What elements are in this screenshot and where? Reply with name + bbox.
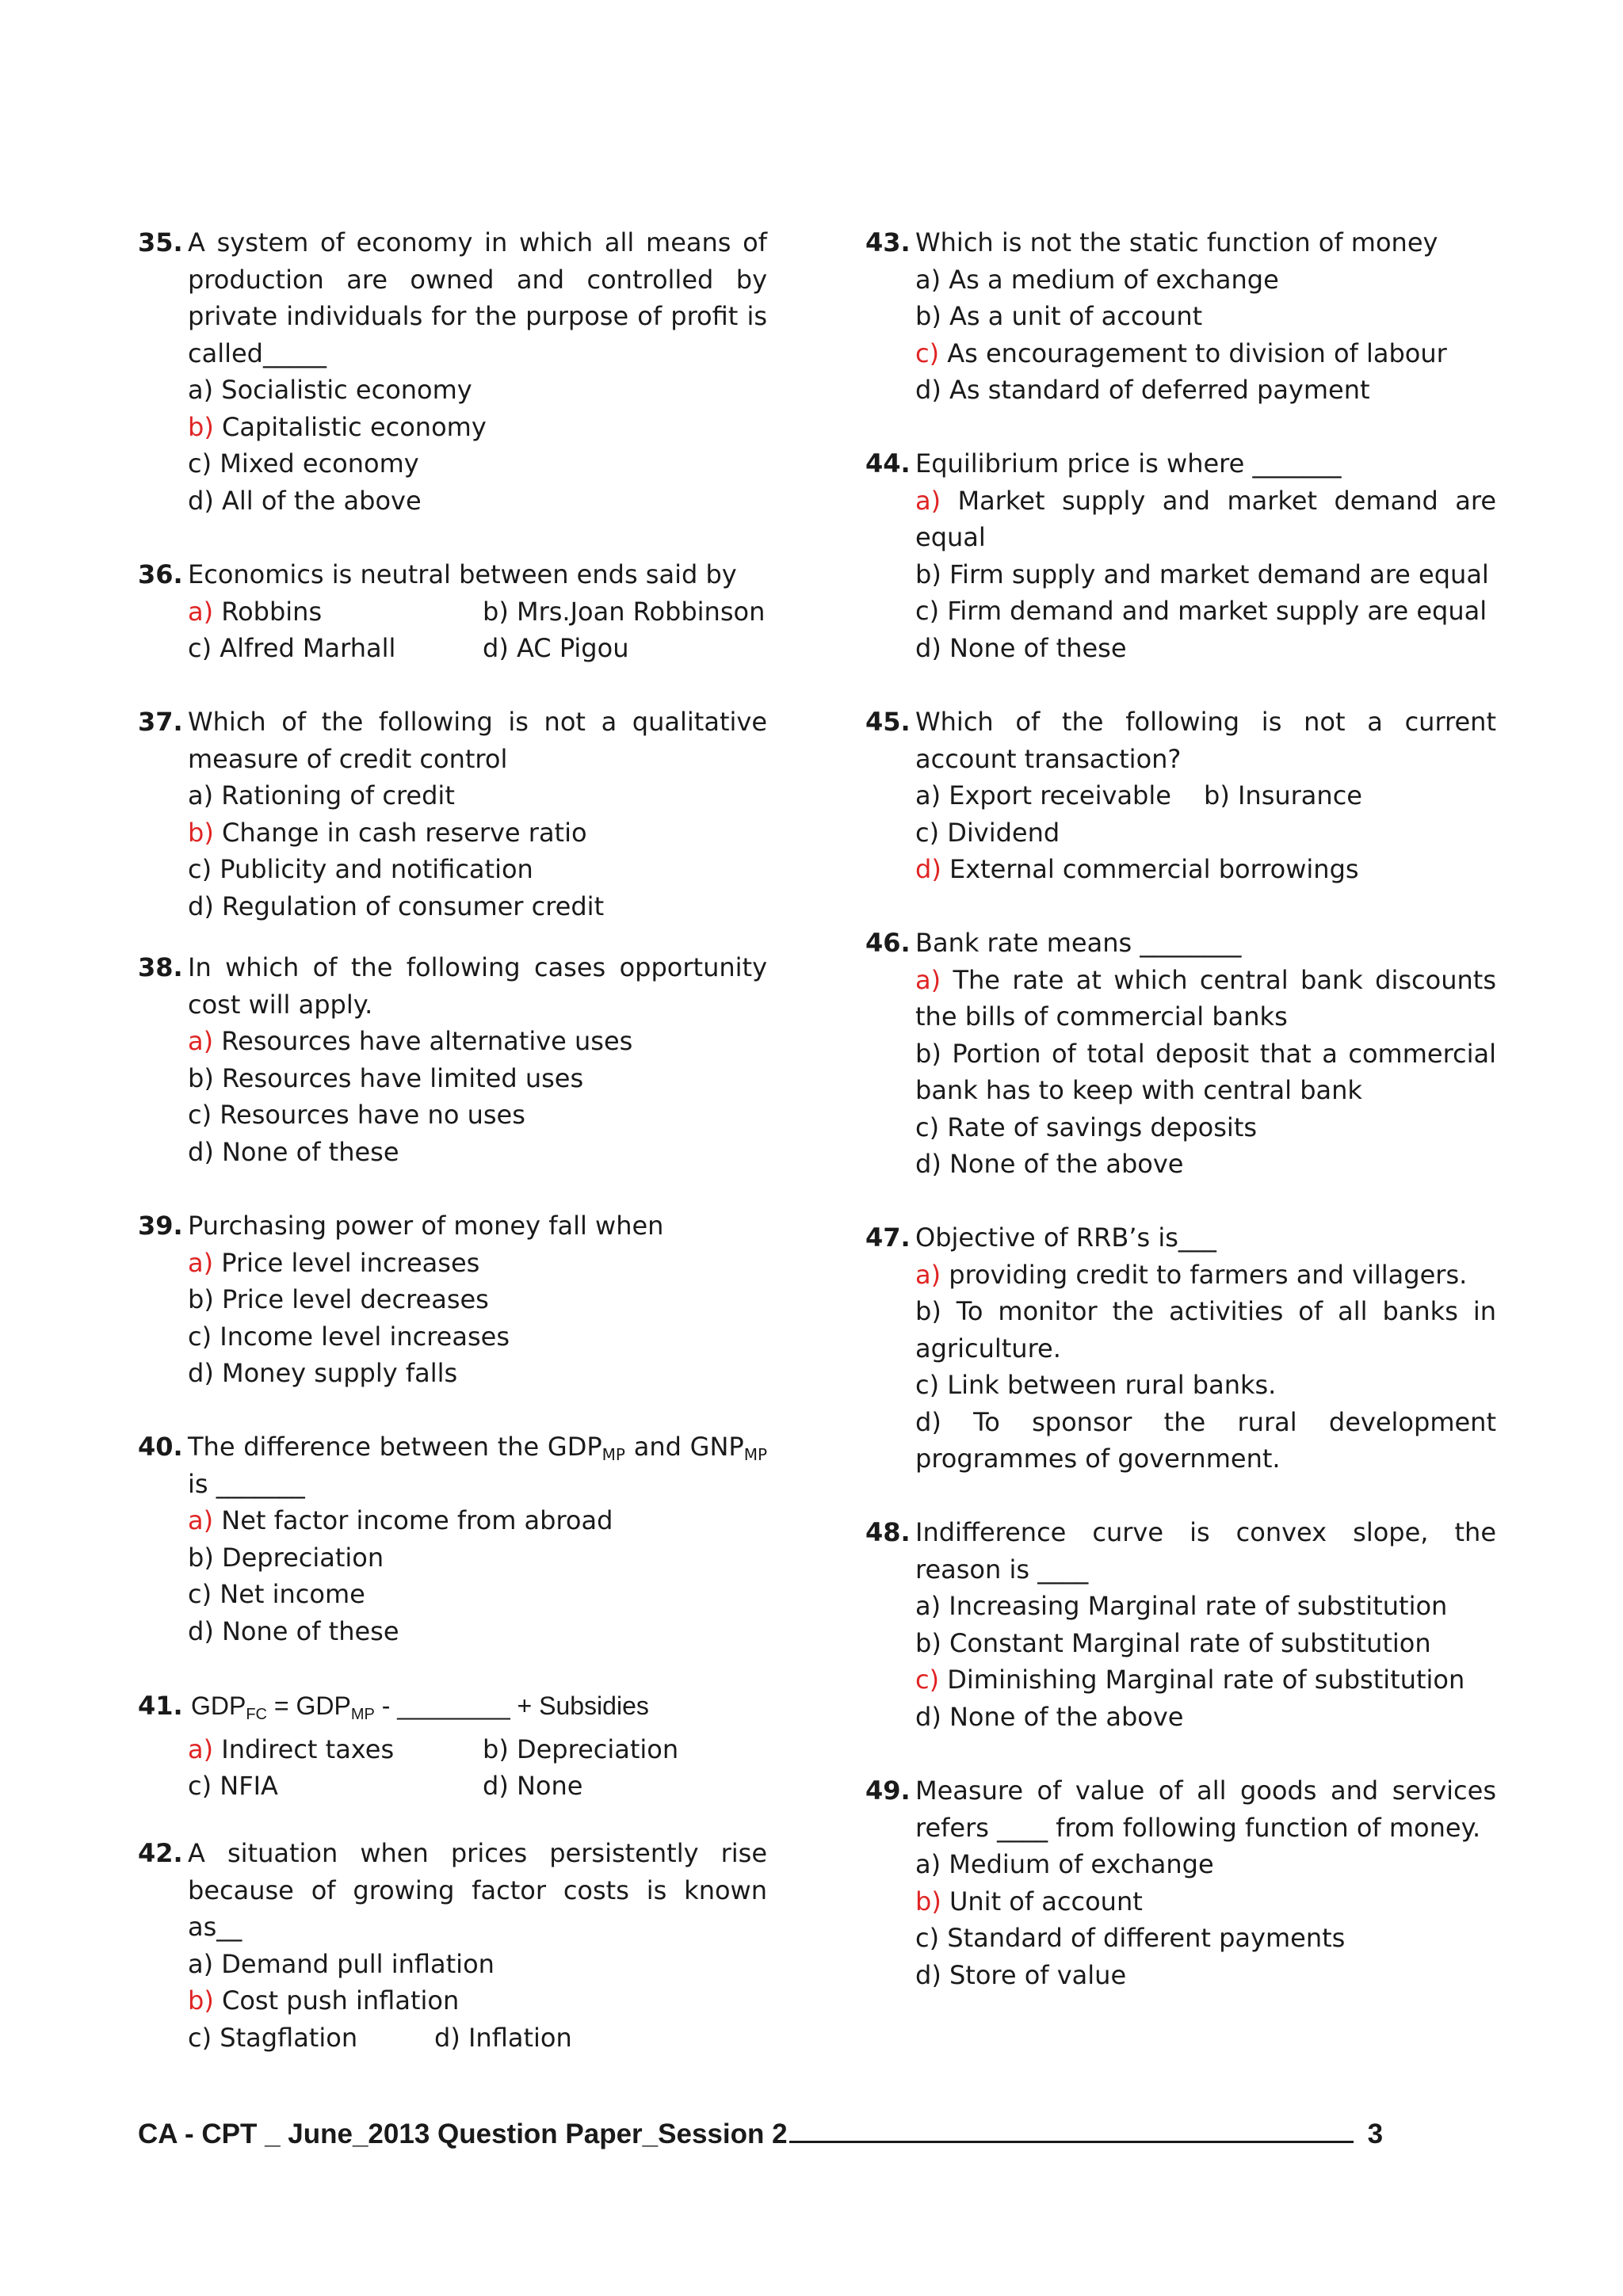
option-d (915, 1699, 1496, 1736)
option-text: Depreciation (213, 1542, 384, 1573)
option-letter: a) (915, 780, 941, 810)
option-a (188, 372, 767, 409)
option-text: Alfred Marhall (212, 633, 396, 663)
option-letter: a) (915, 264, 941, 295)
option-letter: d) (483, 633, 509, 663)
option-text: Net factor income from abroad (213, 1505, 613, 1535)
option-a (188, 1023, 767, 1060)
option-letter: d) (188, 485, 214, 516)
footer-title: CA - CPT _ June_2013 Question Paper_Session 2 (138, 2119, 788, 2149)
option-text: Rate of savings deposits (939, 1112, 1258, 1142)
option-text: Resources have limited uses (213, 1062, 584, 1093)
option-b (188, 1060, 767, 1097)
option-letter: d) (915, 1406, 941, 1437)
option-b (1204, 777, 1362, 814)
option-text: None (508, 1771, 583, 1801)
question-text: A situation when prices persistently rise because of growing factor costs is known as__ (188, 1838, 767, 1942)
text-part: is _______ (188, 1468, 305, 1499)
option-letter: b) (188, 1284, 214, 1314)
option-c (188, 851, 767, 888)
option-text: Store of value (941, 1959, 1127, 1990)
option-text: Robbins (213, 596, 323, 627)
option-letter: d) (434, 2022, 460, 2053)
question-text: Purchasing power of money fall when (188, 1211, 664, 1241)
option-text: Indirect taxes (213, 1733, 395, 1764)
footer-rule (789, 2141, 1354, 2143)
question-35 (138, 224, 767, 519)
correct-option-letter: a) (915, 485, 941, 516)
option-text: Net income (212, 1579, 365, 1609)
option-c (915, 1661, 1496, 1699)
option-letter: c) (188, 633, 212, 663)
question-39 (138, 1207, 767, 1392)
question-number: 49. (865, 1775, 911, 1806)
option-b (188, 1281, 767, 1318)
question-number: 44. (865, 448, 911, 479)
option-b (915, 298, 1496, 335)
option-c (188, 2019, 434, 2057)
option-c (188, 1576, 767, 1613)
question-text: Bank rate means ________ (915, 928, 1242, 958)
option-letter: c) (915, 596, 940, 626)
option-text: Publicity and notification (212, 854, 533, 884)
page-number: 3 (1367, 2119, 1384, 2149)
option-letter: c) (915, 1112, 940, 1142)
question-number: 45. (865, 707, 911, 737)
option-letter: a) (188, 375, 214, 405)
question-40 (138, 1428, 767, 1650)
option-text: Regulation of consumer credit (213, 891, 605, 921)
text-part: and GNP (625, 1432, 744, 1462)
question-text: In which of the following cases opportunity cost will apply. (188, 952, 767, 1020)
option-b (915, 1293, 1496, 1367)
option-letter: c) (188, 1579, 212, 1609)
question-number: 37. (138, 707, 183, 737)
option-letter: c) (915, 1923, 940, 1953)
subscript: MP (350, 1706, 375, 1723)
option-letter: d) (915, 375, 941, 405)
option-text: Income level increases (212, 1321, 510, 1352)
option-letter: b) (188, 1062, 214, 1093)
option-text: All of the above (213, 485, 422, 516)
option-text: Standard of different payments (939, 1923, 1346, 1953)
option-text: Socialistic economy (213, 375, 472, 405)
question-44 (865, 445, 1496, 666)
question-number: 36. (138, 559, 183, 589)
option-letter: a) (915, 1591, 941, 1621)
option-letter: b) (915, 301, 941, 331)
correct-option-letter: a) (915, 964, 941, 995)
option-a (915, 1846, 1496, 1883)
option-c (188, 1318, 767, 1356)
option-letter: d) (915, 1149, 941, 1179)
option-letter: c) (188, 1100, 212, 1130)
option-letter: b) (915, 1627, 941, 1658)
option-text: As encouragement to division of labour (939, 338, 1447, 368)
question-text: Economics is neutral between ends said by (188, 559, 737, 589)
option-c (915, 1109, 1496, 1146)
correct-option-letter: c) (915, 338, 940, 368)
option-c (915, 814, 1496, 852)
correct-option-letter: b) (915, 1886, 941, 1917)
option-letter: b) (915, 1038, 941, 1069)
question-number: 48. (865, 1517, 911, 1547)
option-b (188, 409, 767, 446)
question-49 (865, 1772, 1496, 1993)
option-text: None of these (213, 1136, 399, 1167)
correct-option-letter: a) (188, 1733, 214, 1764)
option-b (188, 814, 767, 852)
question-number: 40. (138, 1432, 183, 1462)
option-b (915, 1625, 1496, 1662)
option-letter: d) (915, 632, 941, 663)
option-b (915, 1035, 1496, 1109)
option-text: As a medium of exchange (941, 264, 1279, 295)
option-a (188, 1502, 767, 1539)
option-text: Rationing of credit (213, 780, 455, 810)
option-a (915, 1257, 1496, 1294)
option-letter: a) (915, 1849, 941, 1879)
option-text: Insurance (1229, 780, 1362, 810)
question-48 (865, 1514, 1496, 1735)
option-d (483, 630, 628, 667)
option-text: As a unit of account (941, 301, 1203, 331)
option-d (915, 630, 1496, 667)
formula-part: = GDP (267, 1691, 351, 1720)
option-text: Change in cash reserve ratio (213, 817, 587, 848)
correct-option-letter: a) (188, 1505, 214, 1535)
option-text: Price level increases (213, 1247, 480, 1278)
option-c (915, 1367, 1496, 1404)
option-text: Constant Marginal rate of substitution (941, 1627, 1431, 1658)
question-45 (865, 704, 1496, 888)
option-letter: c) (188, 1771, 212, 1801)
option-a (188, 777, 767, 814)
option-text: Diminishing Marginal rate of substitution (939, 1665, 1465, 1695)
option-c (188, 445, 767, 482)
option-text: Firm supply and market demand are equal (941, 559, 1489, 589)
option-letter: d) (188, 891, 214, 921)
option-text: Market supply and market demand are equal (915, 485, 1496, 552)
correct-option-letter: a) (188, 1026, 214, 1056)
option-letter: d) (188, 1136, 214, 1167)
option-letter: c) (188, 854, 212, 884)
option-b (915, 1883, 1496, 1920)
option-letter: c) (915, 1370, 940, 1400)
option-letter: c) (915, 817, 940, 848)
question-43 (865, 224, 1496, 409)
option-text: None of these (941, 632, 1127, 663)
option-text: Capitalistic economy (213, 411, 487, 442)
question-number: 39. (138, 1211, 183, 1241)
option-a (915, 1588, 1496, 1625)
option-c (188, 1097, 767, 1134)
question-number: 41. (138, 1691, 183, 1721)
option-a (915, 962, 1496, 1035)
option-letter: b) (1204, 780, 1230, 810)
subscript: MP (601, 1445, 625, 1464)
correct-option-letter: c) (915, 1665, 940, 1695)
option-a (915, 777, 1204, 814)
correct-option-letter: b) (188, 411, 214, 442)
question-text: Indifference curve is convex slope, the reason is ____ (915, 1517, 1496, 1585)
question-number: 38. (138, 952, 183, 982)
option-text: Medium of exchange (941, 1849, 1214, 1879)
option-text: Unit of account (941, 1886, 1143, 1917)
question-38 (138, 949, 767, 1170)
option-text: Resources have alternative uses (213, 1026, 633, 1056)
subscript: FC (246, 1706, 268, 1723)
option-c (915, 593, 1496, 630)
option-letter: b) (915, 1296, 941, 1326)
correct-option-letter: b) (188, 817, 214, 848)
option-b (483, 1731, 678, 1768)
question-text (188, 1428, 767, 1502)
option-text: Depreciation (508, 1733, 679, 1764)
question-number: 35. (138, 227, 183, 257)
option-a (188, 1946, 767, 1983)
option-text: External commercial borrowings (941, 854, 1359, 884)
question-46 (865, 925, 1496, 1183)
option-text: Cost push inflation (213, 1985, 460, 2016)
option-a (915, 261, 1496, 299)
option-text: Mrs.Joan Robbinson (508, 596, 766, 627)
formula (191, 1688, 767, 1725)
option-text: Resources have no uses (212, 1100, 525, 1130)
option-a (188, 1731, 483, 1768)
option-text: Increasing Marginal rate of substitution (941, 1591, 1448, 1621)
question-36 (138, 556, 767, 667)
option-text: To monitor the activities of all banks in agriculture. (915, 1296, 1496, 1363)
option-d (483, 1768, 582, 1805)
option-text: None of the above (941, 1701, 1184, 1732)
question-number: 47. (865, 1222, 911, 1253)
option-text: To sponsor the rural development programmes of government. (915, 1406, 1496, 1474)
option-d (915, 1404, 1496, 1478)
option-c (188, 630, 483, 667)
question-text: Which of the following is not a qualitative measure of credit control (188, 707, 767, 774)
subscript: MP (743, 1445, 768, 1464)
question-47 (865, 1219, 1496, 1478)
option-text: None of the above (941, 1149, 1184, 1179)
question-41 (138, 1688, 767, 1805)
option-letter: b) (188, 1542, 214, 1573)
option-letter: d) (188, 1615, 214, 1646)
option-c (915, 335, 1496, 372)
option-d (188, 1355, 767, 1392)
option-letter: d) (915, 1959, 941, 1990)
option-text: NFIA (212, 1771, 278, 1801)
option-d (434, 2019, 572, 2057)
text-part: The difference between the GDP (188, 1432, 602, 1462)
option-letter: b) (483, 1733, 509, 1764)
option-d (188, 888, 767, 925)
option-text: Money supply falls (213, 1358, 458, 1388)
option-text: As standard of deferred payment (941, 375, 1370, 405)
option-text: AC Pigou (508, 633, 629, 663)
option-text: Firm demand and market supply are equal (939, 596, 1487, 626)
option-letter: a) (188, 1948, 214, 1979)
option-letter: c) (188, 448, 212, 479)
question-text: Which is not the static function of money (915, 227, 1438, 257)
option-letter: b) (483, 596, 509, 627)
correct-option-letter: a) (915, 1259, 941, 1290)
option-text: Portion of total deposit that a commercial bank has to keep with central bank (915, 1038, 1496, 1105)
option-a (915, 482, 1496, 556)
option-letter: b) (915, 559, 941, 589)
formula-part: - ________ + Subsidies (374, 1691, 649, 1720)
question-text: Objective of RRB’s is___ (915, 1222, 1216, 1253)
option-text: Price level decreases (213, 1284, 489, 1314)
option-text: Link between rural banks. (939, 1370, 1277, 1400)
option-text: Inflation (460, 2022, 572, 2053)
formula-part: GDP (191, 1691, 246, 1720)
option-b (483, 593, 765, 631)
option-letter: d) (915, 1701, 941, 1732)
option-text: None of these (213, 1615, 399, 1646)
question-42 (138, 1835, 767, 2056)
option-a (188, 593, 483, 631)
option-a (188, 1245, 767, 1282)
option-b (188, 1539, 767, 1577)
option-c (915, 1920, 1496, 1957)
option-b (915, 556, 1496, 593)
correct-option-letter: a) (188, 1247, 214, 1278)
question-text: Which of the following is not a current account transaction? (915, 707, 1496, 774)
option-letter: c) (188, 2022, 212, 2053)
option-text: Mixed economy (212, 448, 419, 479)
option-b (188, 1982, 767, 2019)
question-37 (138, 704, 767, 925)
page-footer (138, 2115, 1485, 2153)
option-text: The rate at which central bank discounts the bills of commercial banks (915, 964, 1496, 1032)
option-letter: a) (188, 780, 214, 810)
question-number: 42. (138, 1838, 183, 1868)
option-d (188, 1134, 767, 1171)
option-d (188, 1613, 767, 1650)
option-d (915, 1146, 1496, 1183)
question-number: 43. (865, 227, 911, 257)
option-text: Demand pull inflation (213, 1948, 495, 1979)
question-text: Equilibrium price is where _______ (915, 448, 1342, 479)
option-d (915, 372, 1496, 409)
correct-option-letter: d) (915, 854, 941, 884)
option-text: providing credit to farmers and villagers. (941, 1259, 1468, 1290)
option-text: Export receivable (941, 780, 1171, 810)
option-d (915, 851, 1496, 888)
option-letter: d) (483, 1771, 509, 1801)
question-text: Measure of value of all goods and services refers ____ from following function of money. (915, 1775, 1496, 1843)
question-text: A system of economy in which all means of production are owned and controlled by private individuals for the purpose of profit is called_____ (188, 227, 767, 368)
option-letter: c) (188, 1321, 212, 1352)
option-text: Stagflation (212, 2022, 358, 2053)
correct-option-letter: a) (188, 596, 214, 627)
correct-option-letter: b) (188, 1985, 214, 2016)
option-d (915, 1957, 1496, 1994)
option-text: Dividend (939, 817, 1060, 848)
option-letter: d) (188, 1358, 214, 1388)
option-c (188, 1768, 483, 1805)
option-d (188, 482, 767, 520)
question-number: 46. (865, 928, 911, 958)
